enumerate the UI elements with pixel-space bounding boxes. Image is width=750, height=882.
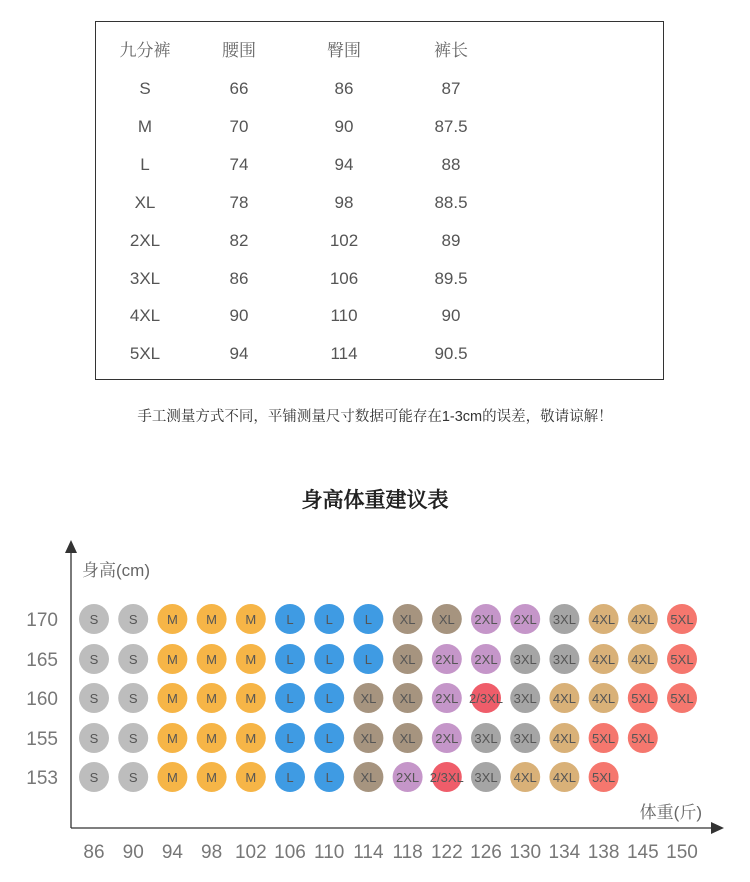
size-dot-label: M	[206, 691, 218, 706]
size-dot-label: M	[245, 612, 257, 627]
size-dot	[393, 644, 423, 674]
size-dot-label: 2/3XL	[429, 770, 464, 785]
size-table-cell: S	[139, 79, 151, 98]
size-dot-label: M	[206, 770, 218, 785]
size-dot	[275, 762, 305, 792]
size-table-cell: XL	[134, 192, 156, 212]
size-table-cell: 114	[330, 344, 358, 364]
size-dot	[236, 683, 266, 713]
size-dot	[589, 723, 619, 753]
size-dot-label: 5XL	[631, 731, 655, 746]
size-dot	[157, 644, 187, 674]
size-dot	[79, 644, 109, 674]
size-dot	[157, 723, 187, 753]
size-table-cell: M	[137, 116, 153, 136]
x-axis-label: 体重(斤)	[639, 803, 702, 822]
size-dot	[393, 723, 423, 753]
size-dot-label: M	[166, 612, 178, 627]
y-axis-arrow	[65, 540, 77, 553]
x-tick-label: 94	[161, 842, 183, 863]
size-dot-label: L	[325, 731, 333, 746]
size-dot	[667, 644, 697, 674]
size-dot	[314, 683, 344, 713]
size-dot	[314, 723, 344, 753]
chart-title: 身高体重建议表	[301, 489, 449, 512]
size-table-cell: 78	[229, 192, 249, 212]
size-dot	[197, 644, 227, 674]
size-dot-label: 5XL	[670, 612, 694, 627]
size-dot-label: L	[325, 652, 333, 667]
size-dot-label: M	[166, 652, 178, 667]
size-table-header: 腰围	[222, 41, 256, 60]
size-dot	[197, 723, 227, 753]
size-dot	[471, 644, 501, 674]
size-dot-label: S	[89, 652, 99, 667]
size-dot	[589, 762, 619, 792]
size-dot	[667, 683, 697, 713]
x-tick-label: 106	[274, 842, 306, 863]
size-table-cell: 94	[334, 154, 354, 174]
size-table-cell: L	[140, 154, 150, 174]
size-dot-label: M	[206, 731, 218, 746]
size-dot-label: M	[245, 652, 257, 667]
x-tick-label: 145	[626, 842, 659, 863]
size-dot	[432, 683, 462, 713]
size-dot	[432, 604, 462, 634]
size-dot	[471, 723, 501, 753]
size-dot	[469, 683, 503, 713]
size-dot	[353, 683, 383, 713]
size-dot	[79, 683, 109, 713]
size-dot-label: M	[166, 691, 178, 706]
size-dot	[157, 762, 187, 792]
size-table-header: 裤长	[434, 41, 468, 60]
size-dot	[197, 604, 227, 634]
size-table-cell: 86	[334, 79, 354, 98]
size-dot	[275, 644, 305, 674]
size-dot	[157, 683, 187, 713]
size-dot-label: 3XL	[513, 731, 537, 746]
size-dot-label: M	[166, 770, 178, 785]
x-tick-label: 126	[470, 842, 502, 863]
size-dot	[353, 644, 383, 674]
size-dot	[197, 683, 227, 713]
x-tick-label: 118	[392, 842, 423, 863]
size-dot	[432, 644, 462, 674]
size-dot-label: M	[245, 691, 257, 706]
x-tick-label: 134	[548, 842, 581, 863]
size-dot-label: 4XL	[552, 770, 576, 785]
size-dot-label: S	[128, 612, 138, 627]
size-dot-label: XL	[399, 691, 416, 706]
size-table-cell: 88	[441, 154, 461, 174]
size-dot-label: 5XL	[592, 770, 616, 785]
size-dot-label: L	[286, 612, 294, 627]
size-dot	[589, 683, 619, 713]
size-dot	[628, 644, 658, 674]
size-table-cell: 106	[329, 268, 359, 288]
x-tick-label: 130	[509, 842, 542, 863]
x-tick-label: 150	[666, 842, 698, 863]
size-dot	[157, 604, 187, 634]
size-table-cell: 4XL	[129, 306, 161, 326]
x-tick-label: 138	[587, 842, 620, 863]
size-table-cell: 110	[330, 306, 358, 326]
size-dot-label: L	[364, 652, 373, 667]
size-dot-label: M	[245, 731, 257, 746]
size-dot-label: XL	[438, 612, 455, 627]
size-dot-label: 2XL	[474, 652, 498, 667]
x-tick-label: 98	[201, 842, 223, 863]
size-dot	[118, 604, 148, 634]
size-dot-label: 3XL	[513, 652, 537, 667]
size-dot-label: 3XL	[552, 612, 576, 627]
size-dot	[353, 723, 383, 753]
x-axis-arrow	[711, 822, 724, 834]
size-dot-label: XL	[360, 770, 377, 785]
size-dot-label: 4XL	[592, 691, 616, 706]
size-dot	[471, 604, 501, 634]
size-dot	[236, 723, 266, 753]
size-dot	[118, 762, 148, 792]
size-table-cell: 70	[229, 116, 249, 136]
size-dot-label: S	[89, 770, 99, 785]
size-dot-label: M	[206, 652, 218, 667]
y-tick-label: 155	[26, 729, 58, 750]
size-table-cell: 98	[334, 192, 354, 212]
size-dot-label: 4XL	[552, 691, 576, 706]
size-dot	[314, 644, 344, 674]
x-tick-label: 110	[314, 842, 345, 863]
size-table-cell: 102	[329, 230, 359, 250]
size-dot	[79, 762, 109, 792]
size-dot-label: M	[245, 770, 257, 785]
size-dot	[589, 644, 619, 674]
size-dot-label: 5XL	[631, 691, 655, 706]
x-tick-label: 102	[234, 842, 267, 863]
y-axis-label: 身高(cm)	[82, 561, 150, 580]
size-table-cell: 89.5	[434, 268, 468, 288]
size-dot-label: L	[364, 612, 373, 627]
size-dot	[628, 604, 658, 634]
size-table-cell: 74	[229, 154, 249, 174]
size-dot	[393, 762, 423, 792]
size-dot-label: XL	[399, 652, 416, 667]
size-table-cell: 87.5	[434, 116, 468, 136]
size-dot-label: 5XL	[592, 731, 616, 746]
size-dot-label: 4XL	[631, 612, 655, 627]
size-dot-label: L	[325, 770, 333, 785]
size-dot	[393, 604, 423, 634]
size-dot-label: L	[325, 691, 333, 706]
size-dot	[275, 723, 305, 753]
size-dot	[510, 723, 540, 753]
size-dot	[589, 604, 619, 634]
size-dot-label: S	[128, 770, 138, 785]
size-dot-label: L	[286, 691, 294, 706]
size-dot-label: S	[89, 612, 99, 627]
size-dot	[430, 762, 464, 792]
size-dot-label: 2XL	[435, 691, 459, 706]
size-dot	[549, 762, 579, 792]
size-dot	[79, 604, 109, 634]
size-dot-label: S	[89, 691, 99, 706]
size-dot	[353, 604, 383, 634]
size-table-cell: 66	[229, 79, 249, 98]
size-dot-label: L	[286, 652, 294, 667]
size-dot-label: XL	[399, 612, 416, 627]
size-dot	[118, 644, 148, 674]
size-dot-label: 2XL	[513, 612, 537, 627]
size-dot	[275, 604, 305, 634]
y-tick-label: 153	[26, 768, 58, 789]
size-dot-label: S	[89, 731, 99, 746]
size-dot-label: 2XL	[435, 652, 459, 667]
size-dot-label: 2XL	[396, 770, 420, 785]
size-dot	[628, 683, 658, 713]
size-table-cell: 89	[441, 230, 461, 250]
size-dot	[667, 604, 697, 634]
size-dot	[432, 723, 462, 753]
size-dot	[628, 723, 658, 753]
y-tick-label: 160	[26, 689, 58, 710]
measurement-note: 手工测量方式不同，平铺测量尺寸数据可能存在1-3cm的误差，敬请谅解！	[137, 409, 613, 425]
size-dot-label: 2XL	[474, 612, 498, 627]
size-table-cell: 86	[229, 268, 249, 288]
chart-dots	[79, 604, 697, 792]
size-dot-label: 3XL	[474, 770, 498, 785]
size-table-cell: 5XL	[129, 344, 161, 364]
size-dot-label: S	[128, 731, 138, 746]
size-dot	[275, 683, 305, 713]
size-dot-label: 3XL	[513, 691, 537, 706]
size-dot-label: 4XL	[592, 612, 616, 627]
size-table-cell: 2XL	[129, 230, 161, 250]
size-dot-label: S	[128, 652, 138, 667]
x-tick-label: 114	[353, 842, 384, 863]
size-table-cell: 90	[229, 306, 249, 326]
size-table-cell: 88.5	[434, 192, 468, 212]
size-dot-label: XL	[399, 731, 416, 746]
size-table-header: 九分裤	[119, 41, 171, 60]
size-dot	[236, 762, 266, 792]
size-dot	[549, 604, 579, 634]
size-table-cell: 87	[441, 79, 461, 98]
size-table-cell: 90	[441, 306, 461, 326]
size-dot	[314, 762, 344, 792]
size-dot	[393, 683, 423, 713]
size-dot-label: 2XL	[435, 731, 459, 746]
size-dot	[314, 604, 344, 634]
size-dot	[549, 644, 579, 674]
size-dot-label: XL	[360, 691, 377, 706]
x-tick-label: 122	[430, 842, 463, 863]
size-dot	[353, 762, 383, 792]
size-dot-label: 3XL	[474, 731, 498, 746]
size-dot	[236, 604, 266, 634]
size-dot	[510, 762, 540, 792]
y-tick-label: 165	[26, 650, 58, 671]
size-dot	[510, 683, 540, 713]
size-dot-label: 4XL	[631, 652, 655, 667]
size-dot-label: L	[286, 731, 294, 746]
size-dot-label: 2/3XL	[469, 691, 503, 706]
size-dot	[510, 604, 540, 634]
size-dot	[510, 644, 540, 674]
size-dot	[197, 762, 227, 792]
size-dot	[471, 762, 501, 792]
size-dot-label: 4XL	[513, 770, 537, 785]
size-dot	[549, 723, 579, 753]
x-tick-label: 90	[122, 842, 144, 863]
x-tick-label: 86	[83, 842, 105, 863]
size-table-cell: 90.5	[434, 344, 468, 364]
size-dot-label: M	[206, 612, 218, 627]
size-dot	[79, 723, 109, 753]
y-tick-label: 170	[26, 610, 58, 631]
size-dot-label: S	[128, 691, 138, 706]
size-dot-label: 5XL	[670, 652, 694, 667]
size-dot-label: 4XL	[592, 652, 616, 667]
size-dot	[549, 683, 579, 713]
size-dot	[118, 683, 148, 713]
size-dot-label: 4XL	[552, 731, 576, 746]
size-table-cell: 94	[229, 344, 249, 364]
size-table-cell: 90	[334, 116, 354, 136]
size-dot	[236, 644, 266, 674]
size-table-cell: 82	[229, 230, 249, 250]
size-dot-label: 5XL	[670, 691, 694, 706]
size-table-header: 臀围	[327, 41, 361, 60]
size-dot-label: 3XL	[552, 652, 576, 667]
size-dot-label: M	[166, 731, 178, 746]
size-table-cell: 3XL	[129, 268, 161, 288]
size-dot-label: L	[286, 770, 294, 785]
size-dot-label: L	[325, 612, 333, 627]
size-dot	[118, 723, 148, 753]
size-dot-label: XL	[360, 731, 377, 746]
